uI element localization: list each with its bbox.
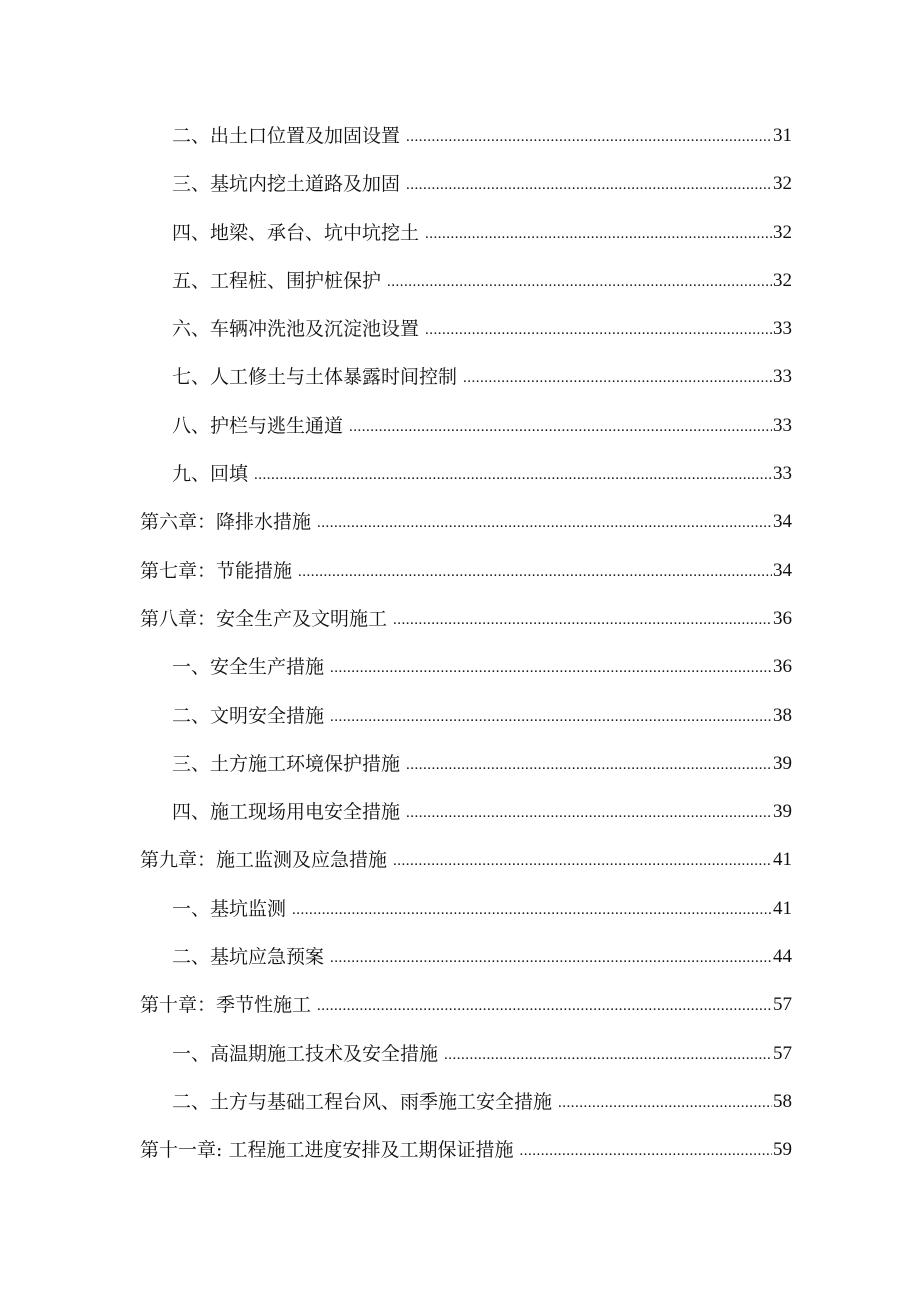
toc-page-number: 36 <box>773 656 792 678</box>
toc-chapter-entry[interactable] <box>0 498 792 546</box>
toc-page-number: 41 <box>773 897 792 919</box>
toc-page-number: 58 <box>773 1090 792 1112</box>
toc-dot-leader <box>292 886 772 934</box>
toc-page-number: 33 <box>773 414 792 436</box>
toc-section-entry[interactable] <box>0 1078 792 1126</box>
toc-entry-title: 第八章：安全生产及文明施工 <box>140 607 388 630</box>
toc-dot-leader <box>317 982 772 1030</box>
toc-section-entry[interactable] <box>0 257 792 305</box>
toc-dot-leader <box>558 1079 772 1127</box>
toc-entry-title: 二、土方与基础工程台风、雨季施工安全措施 <box>172 1090 553 1113</box>
toc-chapter-entry[interactable] <box>0 981 792 1029</box>
toc-entry-title: 第十章：季节性施工 <box>140 994 312 1017</box>
toc-page-number: 44 <box>773 946 792 968</box>
toc-section-entry[interactable] <box>0 353 792 401</box>
toc-section-entry[interactable] <box>0 209 792 257</box>
toc-dot-leader <box>406 741 772 789</box>
toc-section-entry[interactable] <box>0 643 792 691</box>
toc-section-entry[interactable] <box>0 1030 792 1078</box>
toc-page-number: 57 <box>773 1042 792 1064</box>
toc-entry-title: 第十一章: 工程施工进度安排及工期保证措施 <box>140 1139 514 1162</box>
toc-dot-leader <box>298 548 772 596</box>
toc-dot-leader <box>519 1127 772 1175</box>
toc-page-number: 39 <box>773 752 792 774</box>
toc-section-entry[interactable] <box>0 112 792 160</box>
toc-page-number: 59 <box>773 1139 792 1161</box>
toc-dot-leader <box>393 837 772 885</box>
toc-page-number: 33 <box>773 463 792 485</box>
toc-entry-title: 三、土方施工环境保护措施 <box>172 752 401 775</box>
table-of-contents <box>0 112 920 1175</box>
toc-entry-title: 一、高温期施工技术及安全措施 <box>172 1042 439 1065</box>
toc-dot-leader <box>406 161 772 209</box>
toc-dot-leader <box>425 306 772 354</box>
toc-entry-title: 二、文明安全措施 <box>172 704 325 727</box>
toc-page-number: 31 <box>773 125 792 146</box>
toc-entry-title: 一、安全生产措施 <box>172 656 325 679</box>
toc-page-number: 32 <box>773 269 792 291</box>
toc-dot-leader <box>425 210 772 258</box>
toc-entry-title: 四、地梁、承台、坑中坑挖土 <box>172 221 420 244</box>
toc-chapter-entry[interactable] <box>0 547 792 595</box>
toc-dot-leader <box>254 451 772 499</box>
toc-dot-leader <box>444 1031 772 1079</box>
toc-page-number: 34 <box>773 559 792 581</box>
toc-entry-title: 五、工程桩、围护桩保护 <box>172 269 382 292</box>
toc-page-number: 39 <box>773 801 792 823</box>
toc-dot-leader <box>406 789 772 837</box>
toc-page-number: 32 <box>773 221 792 243</box>
toc-chapter-entry[interactable] <box>0 836 792 884</box>
toc-dot-leader <box>406 113 772 161</box>
toc-entry-title: 九、回填 <box>172 463 249 486</box>
toc-dot-leader <box>463 354 772 402</box>
toc-entry-title: 三、基坑内挖土道路及加固 <box>172 173 401 196</box>
toc-page-number: 41 <box>773 849 792 871</box>
toc-dot-leader <box>330 934 772 982</box>
toc-dot-leader <box>393 596 772 644</box>
toc-section-entry[interactable] <box>0 160 792 208</box>
toc-dot-leader <box>387 258 772 306</box>
toc-dot-leader <box>349 403 772 451</box>
toc-chapter-entry[interactable] <box>0 595 792 643</box>
toc-chapter-entry[interactable] <box>0 1126 792 1174</box>
toc-section-entry[interactable] <box>0 450 792 498</box>
toc-entry-title: 第七章：节能措施 <box>140 559 293 582</box>
toc-section-entry[interactable] <box>0 305 792 353</box>
toc-entry-title: 一、基坑监测 <box>172 897 287 920</box>
toc-section-entry[interactable] <box>0 402 792 450</box>
toc-section-entry[interactable] <box>0 740 792 788</box>
toc-page-number: 36 <box>773 607 792 629</box>
toc-section-entry[interactable] <box>0 788 792 836</box>
toc-page-number: 38 <box>773 704 792 726</box>
toc-entry-title: 七、人工修土与土体暴露时间控制 <box>172 366 458 389</box>
toc-dot-leader <box>330 644 772 692</box>
toc-entry-title: 第六章：降排水措施 <box>140 511 312 534</box>
toc-page-number: 33 <box>773 366 792 388</box>
toc-section-entry[interactable] <box>0 692 792 740</box>
toc-dot-leader <box>330 693 772 741</box>
toc-section-entry[interactable] <box>0 885 792 933</box>
toc-page-number: 33 <box>773 318 792 340</box>
toc-entry-title: 六、车辆冲洗池及沉淀池设置 <box>172 318 420 341</box>
toc-entry-title: 八、护栏与逃生通道 <box>172 414 344 437</box>
toc-page-number: 34 <box>773 511 792 533</box>
toc-entry-title: 二、基坑应急预案 <box>172 946 325 969</box>
toc-dot-leader <box>317 499 772 547</box>
toc-page-number: 57 <box>773 994 792 1016</box>
toc-entry-title: 四、施工现场用电安全措施 <box>172 801 401 824</box>
toc-section-entry[interactable] <box>0 933 792 981</box>
toc-entry-title: 第九章：施工监测及应急措施 <box>140 849 388 872</box>
toc-entry-title: 二、出土口位置及加固设置 <box>172 125 401 147</box>
toc-page-number: 32 <box>773 173 792 195</box>
